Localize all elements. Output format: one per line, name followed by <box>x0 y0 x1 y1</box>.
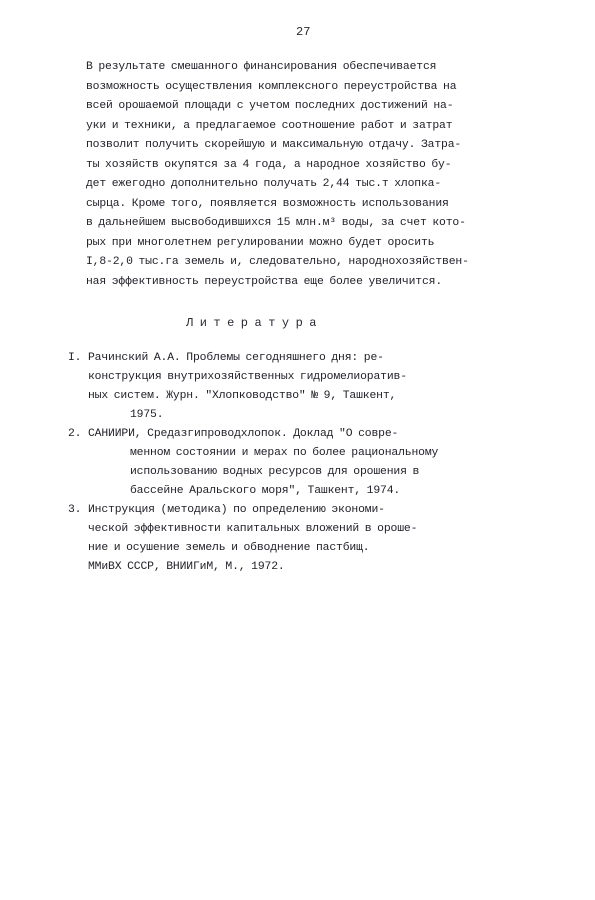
reference-line: конструкция внутрихозяйственных гидромелиоратив- <box>88 371 407 383</box>
reference-line: использованию водных ресурсов для орошения в <box>130 466 420 478</box>
reference-item <box>68 501 538 577</box>
reference-line: ние и осушение земель и обводнение пастбищ. <box>88 542 370 554</box>
body-line: уки и техники, а предлагаемое соотношение работ и затрат <box>86 119 453 132</box>
page-number: 27 <box>296 25 311 39</box>
reference-line: бассейне Аральского моря", Ташкент, 1974. <box>130 485 401 497</box>
body-line: сырца. Кроме того, появляется возможность использования <box>86 197 449 210</box>
body-line: ная эффективность переустройства еще более увеличится. <box>86 275 443 288</box>
reference-line: САНИИРИ, Средазгипроводхлопок. Доклад "О совре- <box>88 428 399 440</box>
reference-line: ческой эффективности капитальных вложений в ороше- <box>88 523 418 535</box>
reference-number: 3. <box>68 504 82 516</box>
reference-list <box>68 349 538 577</box>
body-line: ты хозяйств окупятся за 4 года, а народное хозяйство бу- <box>86 158 452 171</box>
reference-line: 1975. <box>130 409 164 421</box>
reference-item <box>68 425 538 501</box>
reference-line: ных систем. Журн. "Хлопководство" № 9, Ташкент, <box>88 390 397 402</box>
reference-line: менном состоянии и мерах по более рациональному <box>130 447 439 459</box>
body-line: рых при многолетнем регулировании можно будет оросить <box>86 236 435 249</box>
reference-line: Инструкция (методика) по определению экономи- <box>88 504 385 516</box>
reference-line: Рачинский А.А. Проблемы сегодняшнего дня: ре- <box>88 352 384 364</box>
body-paragraph <box>86 58 526 292</box>
reference-item <box>68 349 538 425</box>
body-line: позволит получить скорейшую и максимальную отдачу. Затра- <box>86 139 462 151</box>
literature-heading: Литература <box>186 316 324 330</box>
body-line: дет ежегодно дополнительно получать 2,44 тыс.т хлопка- <box>86 178 442 190</box>
reference-number: I. <box>68 352 82 364</box>
body-line: всей орошаемой площади с учетом последних достижений на- <box>86 100 454 112</box>
reference-number: 2. <box>68 428 82 440</box>
reference-line: ММиВХ СССР, ВНИИГиМ, М., 1972. <box>88 561 285 573</box>
body-line: возможность осуществления комплексного переустройства на <box>86 80 457 93</box>
body-line: в дальнейшем высвободившихся 15 млн.м³ воды, за счет кото- <box>86 217 466 229</box>
body-line: I,8-2,0 тыс.га земель и, следовательно, народнохозяйствен- <box>86 256 469 268</box>
body-line: В результате смешанного финансирования обеспечивается <box>86 61 437 73</box>
